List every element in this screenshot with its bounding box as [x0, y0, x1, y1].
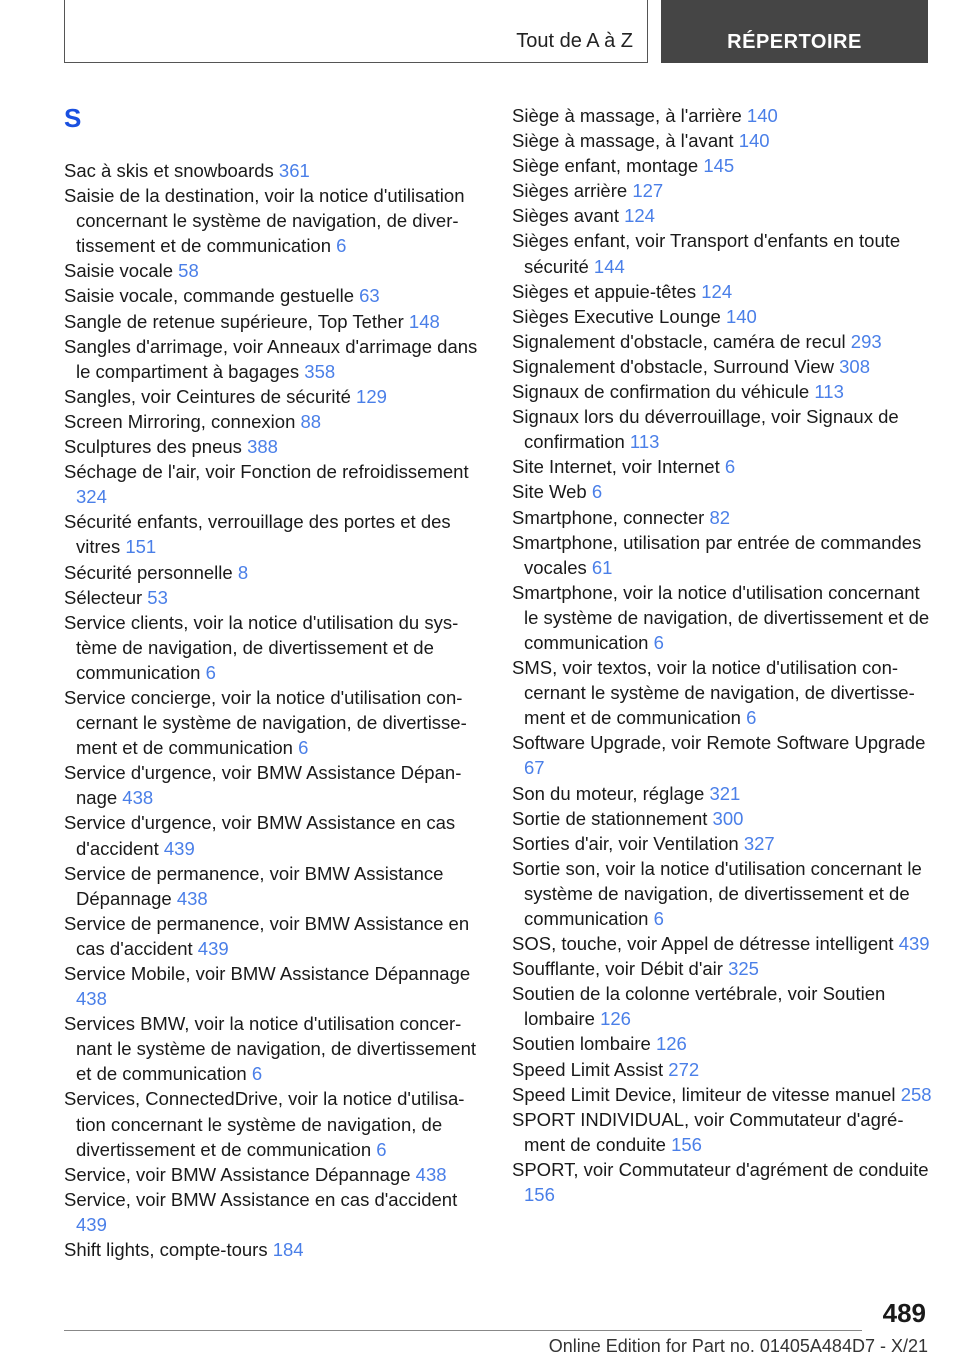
- index-entry: [64, 1086, 484, 1161]
- page-reference-link[interactable]: 124: [701, 280, 733, 302]
- page-reference-link[interactable]: 258: [900, 1083, 932, 1105]
- index-entry: [512, 178, 932, 203]
- index-entry-text: Service, voir BMW Assistance Dépannage: [64, 1163, 411, 1185]
- index-entry: [512, 981, 932, 1031]
- page-reference-link[interactable]: 6: [376, 1138, 387, 1160]
- index-entry-text: Siège enfant, montage: [512, 155, 699, 177]
- index-entry: [512, 505, 932, 530]
- tab-section[interactable]: [661, 0, 928, 63]
- page-reference-link[interactable]: 63: [359, 285, 380, 307]
- index-entry: [64, 560, 484, 585]
- page-reference-link[interactable]: 129: [356, 385, 387, 407]
- index-entry: [512, 1082, 932, 1107]
- index-entry-text: Soufflante, voir Débit d'air: [512, 958, 723, 980]
- index-column-left: [64, 158, 484, 1262]
- page-reference-link[interactable]: 439: [898, 933, 930, 955]
- index-entry-text: Services, ConnectedDrive, voir la notice d'utilisation concernant le système de navigation, de divertissement et de communication: [64, 1088, 465, 1160]
- tab-index[interactable]: [64, 0, 648, 63]
- index-entry: [512, 1031, 932, 1056]
- page-reference-link[interactable]: 140: [738, 130, 770, 152]
- page-reference-link[interactable]: 145: [703, 155, 735, 177]
- index-entry-text: Speed Limit Device, limiteur de vitesse manuel: [512, 1083, 896, 1105]
- page-reference-link[interactable]: 300: [712, 807, 744, 829]
- page-reference-link[interactable]: 6: [653, 908, 664, 929]
- index-entry-text: Service d'urgence, voir BMW Assistance en cas d'accident: [64, 812, 456, 859]
- index-entry: [64, 610, 484, 685]
- index-entry: [64, 409, 484, 434]
- index-entry-text: Sortie son, voir la notice d'utilisation concernant le système de navigation, de divertissement et de communication: [512, 857, 922, 929]
- page-reference-link[interactable]: 144: [593, 255, 625, 277]
- page-reference-link[interactable]: 321: [709, 782, 741, 804]
- index-entry-text: Service de permanence, voir BMW Assistance Dépannage: [64, 862, 444, 909]
- index-entry-text: Site Web: [512, 481, 587, 503]
- index-entry-text: Smartphone, utilisation par entrée de commandes vocales: [512, 531, 922, 578]
- index-entry: [64, 434, 484, 459]
- index-entry-text: Saisie de la destination, voir la notice d'utilisation concernant le système de navigation, de divertissement et de communication: [64, 185, 465, 257]
- index-entry-text: Software Upgrade, voir Remote Software Upgrade: [512, 732, 926, 754]
- page-reference-link[interactable]: 126: [600, 1008, 631, 1030]
- page-reference-link[interactable]: 113: [814, 381, 844, 403]
- page-reference-link[interactable]: 6: [251, 1063, 263, 1085]
- page-reference-link[interactable]: 124: [624, 205, 655, 227]
- index-entry: [64, 760, 484, 810]
- page-reference-link[interactable]: 438: [415, 1163, 447, 1185]
- page-reference-link[interactable]: 324: [76, 486, 107, 508]
- index-entry: [64, 911, 484, 961]
- tab-index-label: Tout de A à Z: [516, 30, 633, 52]
- index-entry-text: Sculptures des pneus: [64, 436, 242, 458]
- index-entry: [64, 183, 484, 258]
- index-entry: [64, 861, 484, 911]
- page-reference-link[interactable]: 8: [237, 561, 249, 583]
- index-entry-text: Séchage de l'air, voir Fonction de refroidissement: [64, 461, 469, 483]
- index-entry: [64, 585, 484, 610]
- section-letter: S: [64, 103, 82, 133]
- page-reference-link[interactable]: 6: [724, 456, 736, 478]
- index-entry-text: Sorties d'air, voir Ventilation: [512, 832, 739, 854]
- page-reference-link[interactable]: 126: [655, 1033, 687, 1055]
- page-reference-link[interactable]: 325: [728, 958, 759, 980]
- index-entry: [64, 1237, 484, 1262]
- index-entry-text: Soutien lombaire: [512, 1033, 651, 1055]
- index-entry-text: Signaux de confirmation du véhicule: [512, 381, 810, 403]
- page-reference-link[interactable]: 358: [304, 360, 336, 382]
- page-reference-link[interactable]: 438: [122, 787, 154, 809]
- index-entry-text: Signalement d'obstacle, caméra de recul: [512, 330, 846, 352]
- index-entry: [512, 203, 932, 228]
- index-entry: [512, 404, 932, 454]
- index-entry-text: SPORT INDIVIDUAL, voir Commutateur d'agrément de conduite: [512, 1108, 904, 1155]
- index-entry: [512, 304, 932, 329]
- page-reference-link[interactable]: 156: [671, 1133, 702, 1155]
- index-entry: [512, 580, 932, 655]
- index-entry: [64, 961, 484, 1011]
- page-reference-link[interactable]: 82: [709, 506, 731, 528]
- index-entry: [64, 810, 484, 860]
- index-entry: [512, 479, 932, 504]
- index-entry: [512, 1157, 932, 1207]
- index-entry: [64, 685, 484, 760]
- index-entry: [64, 1187, 484, 1237]
- page-reference-link[interactable]: 140: [746, 105, 778, 126]
- page-reference-link[interactable]: 388: [247, 436, 278, 458]
- footer-divider: [64, 1330, 862, 1331]
- page-reference-link[interactable]: 439: [76, 1213, 107, 1235]
- index-entry-text: Sièges et appuie-têtes: [512, 280, 697, 302]
- page-reference-link[interactable]: 6: [591, 481, 603, 503]
- index-entry: [64, 509, 484, 559]
- index-entry-text: Soutien de la colonne vertébrale, voir Soutien lombaire: [512, 983, 886, 1030]
- index-entry: [64, 1011, 484, 1086]
- index-entry-text: Service, voir BMW Assistance en cas d'accident: [64, 1188, 458, 1210]
- index-entry: [512, 655, 932, 730]
- footer-edition: Online Edition for Part no. 01405A484D7 - X/21: [548, 1336, 928, 1356]
- index-entry-text: Sangle de retenue supérieure, Top Tether: [64, 310, 404, 332]
- index-entry-text: Screen Mirroring, connexion: [64, 410, 296, 432]
- page-reference-link[interactable]: 140: [725, 305, 757, 327]
- page-reference-link[interactable]: 439: [197, 937, 229, 959]
- index-entry: [512, 1107, 932, 1157]
- index-entry: [512, 1057, 932, 1082]
- page-reference-link[interactable]: 6: [336, 235, 347, 257]
- index-entry-text: Service clients, voir la notice d'utilisation du système de navigation, de divertissement et de communication: [64, 611, 459, 683]
- page-reference-link[interactable]: 156: [524, 1184, 555, 1206]
- index-entry-text: Signalement d'obstacle, Surround View: [512, 355, 834, 377]
- page-reference-link[interactable]: 58: [178, 260, 199, 282]
- index-entry-text: Speed Limit Assist: [512, 1058, 664, 1080]
- index-entry: [512, 454, 932, 479]
- index-entry-text: Shift lights, compte-tours: [64, 1239, 268, 1261]
- index-entry-text: Sangles, voir Ceintures de sécurité: [64, 385, 351, 407]
- page-reference-link[interactable]: 6: [653, 631, 664, 653]
- index-entry-text: Services BMW, voir la notice d'utilisation concernant le système de navigation, de divertissement et de communication: [64, 1013, 477, 1085]
- index-entry: [512, 228, 932, 278]
- index-entry-text: Sangles d'arrimage, voir Anneaux d'arrimage dans le compartiment à bagages: [64, 335, 478, 382]
- index-entry-text: Siège à massage, à l'arrière: [512, 105, 742, 126]
- index-entry: [512, 103, 932, 128]
- index-entry-text: Site Internet, voir Internet: [512, 456, 720, 478]
- index-entry: [512, 806, 932, 831]
- page-reference-link[interactable]: 67: [524, 757, 545, 779]
- index-entry: [512, 153, 932, 178]
- page-reference-link[interactable]: 293: [850, 330, 882, 352]
- page-header: [64, 0, 928, 65]
- index-entry-text: SOS, touche, voir Appel de détresse intelligent: [512, 933, 894, 955]
- index-entry-text: Sièges enfant, voir Transport d'enfants en toute sécurité: [512, 230, 901, 277]
- index-entry-text: Smartphone, connecter: [512, 506, 705, 528]
- index-entry: [512, 329, 932, 354]
- page-reference-link[interactable]: 439: [163, 837, 195, 859]
- index-entry-text: Service Mobile, voir BMW Assistance Dépannage: [64, 963, 471, 984]
- index-entry: [512, 128, 932, 153]
- index-entry-text: Sac à skis et snowboards: [64, 160, 274, 181]
- index-entry-text: Sortie de stationnement: [512, 807, 708, 829]
- index-entry-text: Sièges Executive Lounge: [512, 305, 721, 327]
- index-entry: [512, 831, 932, 856]
- page-reference-link[interactable]: 6: [746, 707, 757, 729]
- index-entry-text: Siège à massage, à l'avant: [512, 130, 734, 152]
- index-entry-text: Saisie vocale, commande gestuelle: [64, 285, 354, 307]
- index-entry: [64, 283, 484, 308]
- index-entry: [64, 258, 484, 283]
- index-entry: [512, 730, 932, 780]
- page-reference-link[interactable]: 151: [125, 536, 157, 558]
- index-entry: [512, 856, 932, 931]
- index-entry-text: Service de permanence, voir BMW Assistance en cas d'accident: [64, 912, 470, 959]
- index-entry: [512, 354, 932, 379]
- page-reference-link[interactable]: 438: [176, 887, 208, 909]
- index-entry-text: SPORT, voir Commutateur d'agrément de conduite: [512, 1158, 929, 1180]
- page-reference-link[interactable]: 6: [298, 737, 309, 759]
- index-entry: [512, 279, 932, 304]
- index-entry: [512, 530, 932, 580]
- page-reference-link[interactable]: 361: [278, 160, 310, 181]
- index-entry-text: Service d'urgence, voir BMW Assistance Dépannage: [64, 762, 462, 809]
- index-entry-text: SMS, voir textos, voir la notice d'utilisation concernant le système de navigation, de divertissement et de communication: [512, 657, 915, 729]
- page-reference-link[interactable]: 88: [300, 410, 322, 432]
- index-entry: [64, 384, 484, 409]
- page-reference-link[interactable]: 438: [76, 988, 107, 1010]
- page-reference-link[interactable]: 53: [147, 586, 168, 608]
- index-entry-text: Signaux lors du déverrouillage, voir Signaux de confirmation: [512, 406, 899, 453]
- index-entry: [64, 459, 484, 509]
- index-entry: [64, 334, 484, 384]
- index-entry-text: Sièges arrière: [512, 180, 628, 202]
- index-entry: [512, 956, 932, 981]
- index-column-right: [512, 103, 932, 1207]
- page-reference-link[interactable]: 6: [205, 661, 216, 683]
- index-entry-text: Service concierge, voir la notice d'utilisation concernant le système de navigation, de divertissement et de communication: [64, 686, 467, 759]
- index-entry: [512, 379, 932, 404]
- page-number: 489: [882, 1298, 926, 1328]
- page-reference-link[interactable]: 184: [272, 1239, 304, 1261]
- page-reference-link[interactable]: 327: [743, 832, 775, 854]
- index-entry: [64, 158, 484, 183]
- index-entry-text: Saisie vocale: [64, 260, 174, 282]
- index-entry-text: Son du moteur, réglage: [512, 782, 705, 804]
- index-entry-text: Smartphone, voir la notice d'utilisation concernant le système de navigation, de divertissement et de communication: [512, 581, 930, 653]
- page-reference-link[interactable]: 308: [839, 355, 871, 377]
- index-entry-text: Sécurité personnelle: [64, 561, 233, 583]
- index-entry-text: Sélecteur: [64, 586, 143, 608]
- index-entry: [64, 1162, 484, 1187]
- page-reference-link[interactable]: 61: [591, 556, 613, 578]
- index-entry-text: Sécurité enfants, verrouillage des portes et des vitres: [64, 511, 451, 558]
- page-reference-link[interactable]: 148: [408, 310, 440, 332]
- index-entry: [512, 931, 932, 956]
- index-entry: [64, 309, 484, 334]
- page-reference-link[interactable]: 272: [668, 1058, 700, 1080]
- tab-section-label: RÉPERTOIRE: [727, 31, 862, 53]
- index-entry-text: Sièges avant: [512, 205, 619, 227]
- page-reference-link[interactable]: 127: [632, 180, 664, 202]
- index-entry: [512, 781, 932, 806]
- page-reference-link[interactable]: 113: [629, 431, 660, 453]
